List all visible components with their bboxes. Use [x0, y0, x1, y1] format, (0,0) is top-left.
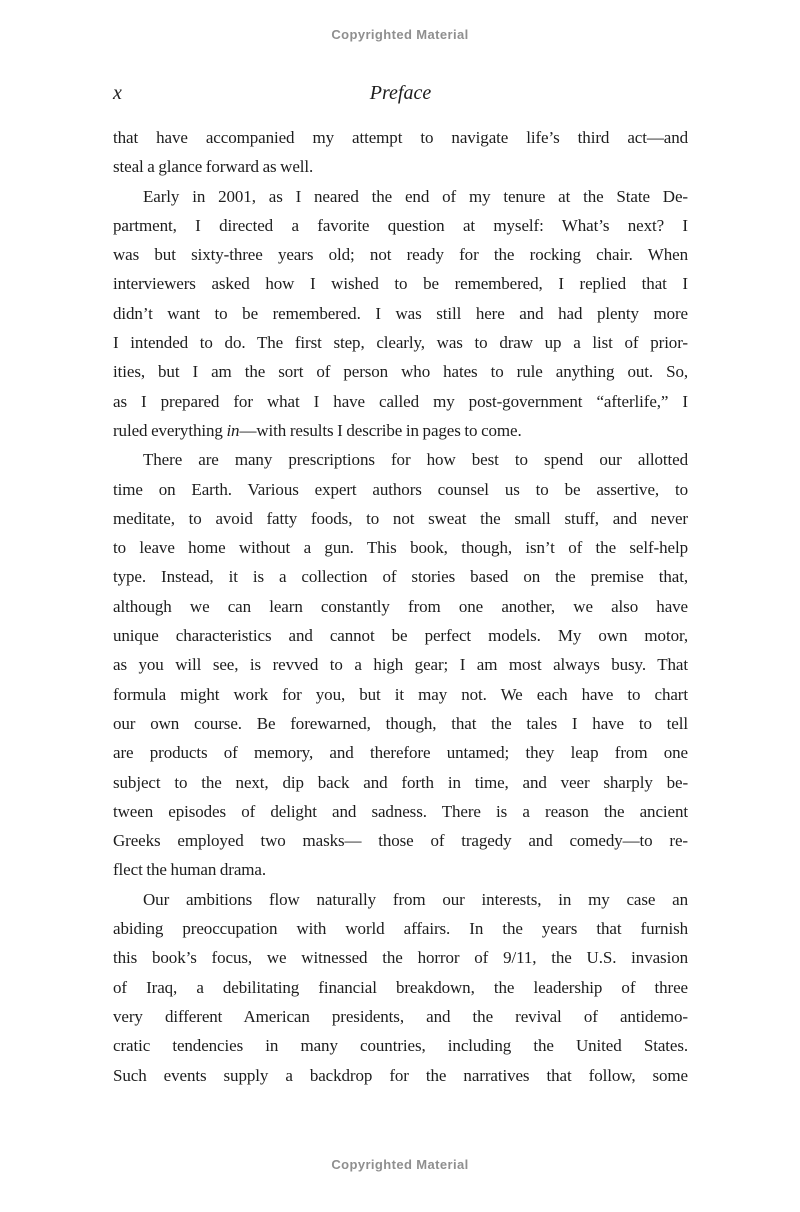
text-line: this book’s focus, we witnessed the horror of 9/11, the U.S. invasion: [113, 948, 688, 968]
text-line: was but sixty-three years old; not ready for the rocking chair. When: [113, 245, 688, 265]
page-number: x: [113, 82, 122, 104]
text-line: that have accompanied my attempt to navigate life’s third act—and: [113, 128, 688, 147]
text-line: cratic tendencies in many countries, including the United States.: [113, 1036, 688, 1056]
copyright-notice-top: Copyrighted Material: [331, 27, 469, 42]
text-line: ities, but I am the sort of person who hates to rule anything out. So,: [113, 362, 688, 382]
text-line: unique characteristics and cannot be perfect models. My own motor,: [113, 626, 688, 646]
text-line: type. Instead, it is a collection of stories based on the premise that,: [113, 567, 688, 587]
text-line: although we can learn constantly from one another, we also have: [113, 596, 688, 616]
text-line: flect the human drama.: [113, 860, 267, 880]
body-text: [113, 123, 688, 1090]
text-line: Our ambitions flow naturally from our interests, in my case an: [143, 889, 688, 909]
text-line: of Iraq, a debilitating financial breakdown, the leadership of three: [113, 977, 688, 997]
text-line: formula might work for you, but it may not. We each have to chart: [113, 684, 688, 704]
text-line: tween episodes of delight and sadness. There is a reason the ancient: [113, 801, 688, 821]
copyright-notice-bottom: Copyrighted Material: [331, 1157, 469, 1172]
text-line: didn’t want to be remembered. I was still here and had plenty more: [113, 303, 688, 323]
text-line: abiding preoccupation with world affairs. In the years that furnish: [113, 919, 688, 939]
text-line: subject to the next, dip back and forth in time, and veer sharply be-: [113, 772, 688, 792]
text-line: Early in 2001, as I neared the end of my tenure at the State De-: [143, 186, 688, 206]
text-line: partment, I directed a favorite question at myself: What’s next? I: [113, 215, 688, 235]
text-line: I intended to do. The first step, clearly, was to draw up a list of prior-: [113, 333, 688, 353]
text-line: as I prepared for what I have called my post-government “afterlife,” I: [113, 391, 688, 411]
text-line: to leave home without a gun. This book, though, isn’t of the self-help: [113, 538, 688, 558]
text-line: Such events supply a backdrop for the narratives that follow, some: [113, 1065, 688, 1085]
page-header: [113, 82, 688, 106]
text-line: as you will see, is revved to a high gear; I am most always busy. That: [113, 655, 688, 675]
text-line: very different American presidents, and the revival of antidemo-: [113, 1006, 688, 1026]
text-line: ruled everything in—with results I describe in pages to come.: [113, 420, 522, 440]
text-line: interviewers asked how I wished to be remembered, I replied that I: [113, 274, 688, 294]
text-line: Greeks employed two masks— those of tragedy and comedy—to re-: [113, 831, 688, 851]
text-line: There are many prescriptions for how best to spend our allotted: [143, 450, 688, 470]
chapter-title: Preface: [369, 82, 432, 104]
text-line: time on Earth. Various expert authors counsel us to be assertive, to: [113, 479, 688, 499]
text-line: meditate, to avoid fatty foods, to not sweat the small stuff, and never: [113, 508, 688, 528]
text-line: steal a glance forward as well.: [113, 157, 314, 177]
text-line: are products of memory, and therefore untamed; they leap from one: [113, 743, 688, 763]
text-line: our own course. Be forewarned, though, that the tales I have to tell: [113, 713, 688, 733]
